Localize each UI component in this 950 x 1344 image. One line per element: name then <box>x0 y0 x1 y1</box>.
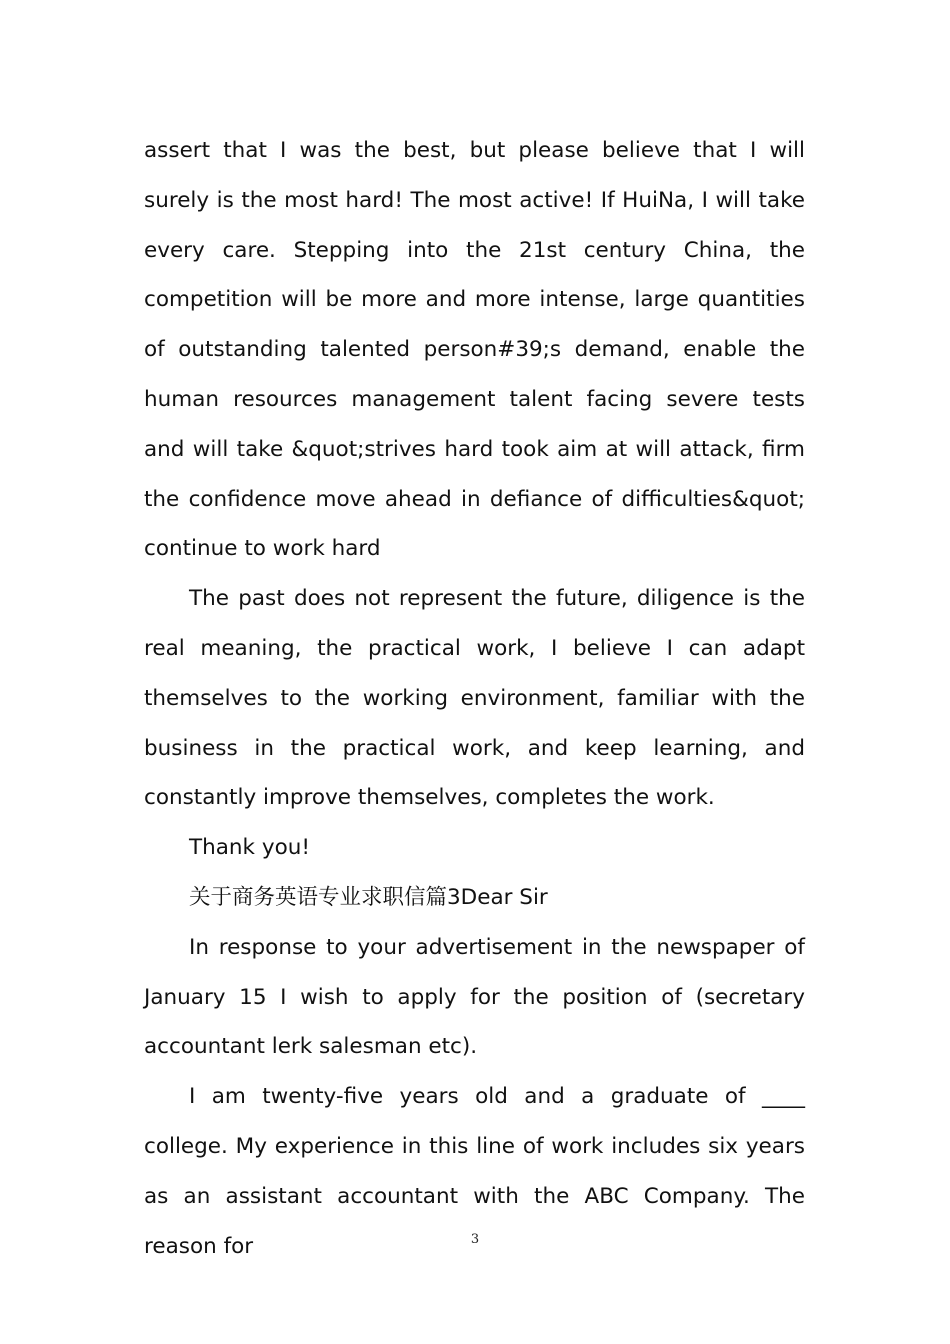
paragraph-continuation: assert that I was the best, but please believe that I will surely is the most hard! The most active! If HuiNa, I will take every care. Stepping into the 21st century China, the competition will be more and more intense, large quantities of outstanding talented person#39;s demand, enable the human resources management talent facing severe tests and will take &quot;strives hard took aim at will attack, firm the confidence move ahead in defiance of difficulties&quot; continue to work hard <box>144 138 805 562</box>
paragraph-past-future: The past does not represent the future, diligence is the real meaning, the practical work, I believe I can adapt themselves to the working environment, familiar with the business in the practical work, and keep learning, and constantly improve themselves, completes the work. <box>144 586 805 811</box>
section-heading: 关于商务英语专业求职信篇3Dear Sir <box>189 884 548 910</box>
page-number: 3 <box>470 1232 480 1247</box>
paragraph-thank-you: Thank you! <box>189 835 310 861</box>
paragraph-experience: I am twenty-five years old and a graduate of ____ college. My experience in this line of work includes six years as an assistant accountant with the ABC Company. The reason for <box>144 1084 805 1259</box>
document-body <box>144 126 805 1271</box>
paragraph-response: In response to your advertisement in the newspaper of January 15 I wish to apply for the position of (secretary accountant lerk salesman etc). <box>144 934 805 1060</box>
